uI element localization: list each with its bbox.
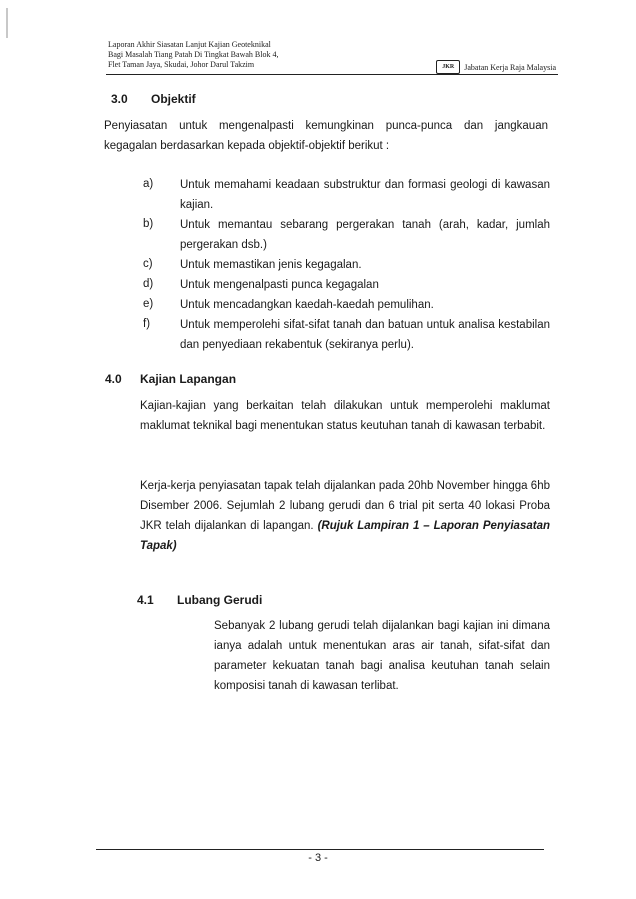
subsection-paragraph: Sebanyak 2 lubang gerudi telah dijalankan bagi kajian ini dimana ianya adalah untuk menentukan aras air tanah, sifat-sifat dan parameter kekuatan tanah bagi analisa keutuhan tanah selain komposisi tanah di kawasan terlibat. [214, 620, 550, 692]
section-number: 3.0 [111, 92, 128, 106]
list-item-text: Untuk memperolehi sifat-sifat tanah dan batuan untuk analisa kestabilan dan penyediaan rekabentuk (sekiranya perlu). [180, 319, 550, 351]
scan-edge-mark [6, 8, 8, 38]
header-line: Bagi Masalah Tiang Patah Di Tingkat Bawah Blok 4, [108, 50, 279, 59]
list-item-label: b) [143, 218, 154, 230]
section-number: 4.0 [105, 372, 122, 386]
paragraph-text: Kerja-kerja penyiasatan tapak telah dijalankan pada 20hb November hingga 6hb Disember 2006. Sejumlah 2 lubang gerudi dan 6 trial pit serta 40 lokasi Proba JKR telah dijalankan di lapangan. [140, 480, 550, 532]
subsection-title: Lubang Gerudi [177, 593, 263, 607]
list-item-text: Untuk memastikan jenis kegagalan. [180, 259, 362, 271]
list-item-label: f) [143, 318, 151, 330]
header-line: Laporan Akhir Siasatan Lanjut Kajian Geoteknikal [108, 40, 271, 49]
section-paragraph: Kajian-kajian yang berkaitan telah dilakukan untuk memperolehi maklumat maklumat teknikal bagi menentukan status keutuhan tanah di kawasan terbabit. [140, 400, 550, 432]
header-line: Flet Taman Jaya, Skudai, Johor Darul Takzim [108, 60, 255, 69]
section-intro: Penyiasatan untuk mengenalpasti kemungkinan punca-punca dan jangkauan kegagalan berdasarkan kepada objektif-objektif berikut : [104, 120, 548, 152]
header-report-title [108, 40, 278, 70]
header-divider [106, 74, 558, 75]
section-paragraph [140, 476, 550, 556]
jkr-logo-icon: JKR [436, 60, 460, 74]
subsection-number: 4.1 [137, 593, 154, 607]
list-item-text: Untuk mencadangkan kaedah-kaedah pemulihan. [180, 299, 434, 311]
department-name: Jabatan Kerja Raja Malaysia [464, 62, 556, 72]
list-item-label: d) [143, 278, 154, 290]
list-item-text: Untuk mengenalpasti punca kegagalan [180, 279, 379, 291]
section-title: Objektif [151, 92, 196, 106]
list-item-label: e) [143, 298, 154, 310]
section-title: Kajian Lapangan [140, 372, 237, 386]
list-item-label: a) [143, 178, 154, 190]
list-item-text: Untuk memahami keadaan substruktur dan formasi geologi di kawasan kajian. [180, 179, 550, 211]
page-number: - 3 - [308, 852, 328, 864]
list-item-label: c) [143, 258, 153, 270]
header-department [436, 60, 556, 74]
list-item-text: Untuk memantau sebarang pergerakan tanah (arah, kadar, jumlah pergerakan dsb.) [180, 219, 550, 251]
appendix-reference: (Rujuk Lampiran 1 – Laporan Penyiasatan Tapak) [140, 520, 550, 552]
footer-divider [96, 849, 544, 850]
